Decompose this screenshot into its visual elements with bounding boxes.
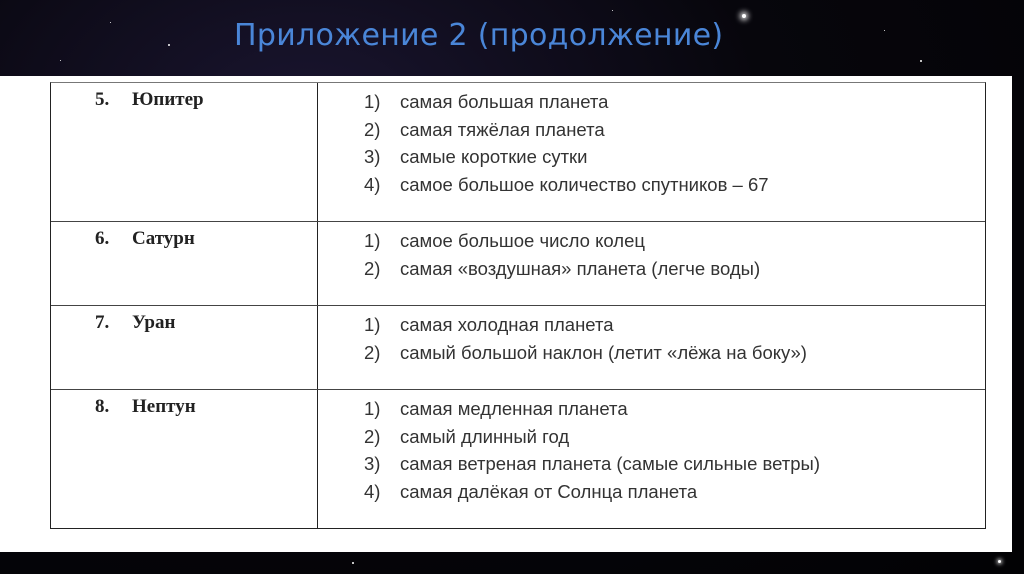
fact-text: самая тяжёлая планета: [400, 118, 605, 140]
fact-list-item: [364, 423, 985, 451]
planet-facts-table: [50, 82, 986, 529]
fact-list-item: [364, 143, 985, 171]
fact-text: самая далёкая от Солнца планета: [400, 480, 698, 502]
fact-number: 1): [364, 91, 381, 112]
planet-name: Уран: [132, 312, 176, 333]
planet-number: 6.: [95, 228, 110, 249]
fact-number: 2): [364, 118, 381, 140]
star: [998, 560, 1001, 563]
star: [60, 60, 61, 61]
planet-name-cell: [51, 306, 318, 389]
fact-number: 1): [364, 314, 381, 335]
planet-name: Нептун: [132, 396, 196, 417]
fact-number: 1): [364, 398, 381, 419]
fact-text: самый большой наклон (летит «лёжа на боку»): [400, 341, 807, 363]
star: [612, 10, 613, 11]
fact-text: самая медленная планета: [400, 398, 628, 419]
fact-list-item: [364, 227, 985, 255]
table-row: [51, 305, 985, 389]
fact-text: самый длинный год: [400, 425, 570, 447]
slide-title: Приложение 2 (продолжение): [234, 18, 724, 53]
fact-list-item: [364, 395, 985, 423]
planet-name-cell: [51, 390, 318, 528]
fact-list-item: [364, 255, 985, 283]
table-row: [51, 389, 985, 528]
planet-name-cell: [51, 222, 318, 305]
star: [352, 562, 354, 564]
planet-facts-cell: [318, 306, 985, 389]
star: [168, 44, 170, 46]
fact-list-item: [364, 339, 985, 367]
fact-text: самые короткие сутки: [400, 146, 588, 167]
planet-number: 7.: [95, 312, 110, 333]
planet-facts-cell: [318, 222, 985, 305]
fact-number: 2): [364, 425, 381, 447]
planet-name-cell: [51, 83, 318, 221]
planet-facts-cell: [318, 83, 985, 221]
fact-list-item: [364, 450, 985, 478]
fact-number: 4): [364, 480, 381, 502]
fact-number: 3): [364, 453, 381, 474]
fact-text: самая холодная планета: [400, 314, 614, 335]
fact-list-item: [364, 171, 985, 199]
fact-number: 1): [364, 230, 381, 251]
fact-text: самая «воздушная» планета (легче воды): [400, 257, 761, 279]
planet-facts-cell: [318, 390, 985, 528]
star: [742, 14, 746, 18]
planet-name: Сатурн: [132, 228, 195, 249]
fact-text: самая большая планета: [400, 91, 609, 112]
fact-number: 2): [364, 257, 381, 279]
planet-number: 8.: [95, 396, 110, 417]
planet-number: 5.: [95, 89, 110, 110]
fact-number: 2): [364, 341, 381, 363]
star: [884, 30, 885, 31]
fact-text: самое большое количество спутников – 67: [400, 173, 769, 195]
fact-text: самое большое число колец: [400, 230, 645, 251]
fact-text: самая ветреная планета (самые сильные ветры): [400, 453, 821, 474]
table-row: [51, 221, 985, 305]
appendix-sheet: [0, 76, 1012, 552]
fact-list-item: [364, 311, 985, 339]
star: [110, 22, 111, 23]
star: [920, 60, 922, 62]
fact-list-item: [364, 88, 985, 116]
planet-name: Юпитер: [132, 89, 204, 110]
fact-list-item: [364, 478, 985, 506]
fact-number: 4): [364, 173, 381, 195]
table-row: [51, 83, 985, 221]
fact-list-item: [364, 116, 985, 144]
fact-number: 3): [364, 146, 381, 167]
